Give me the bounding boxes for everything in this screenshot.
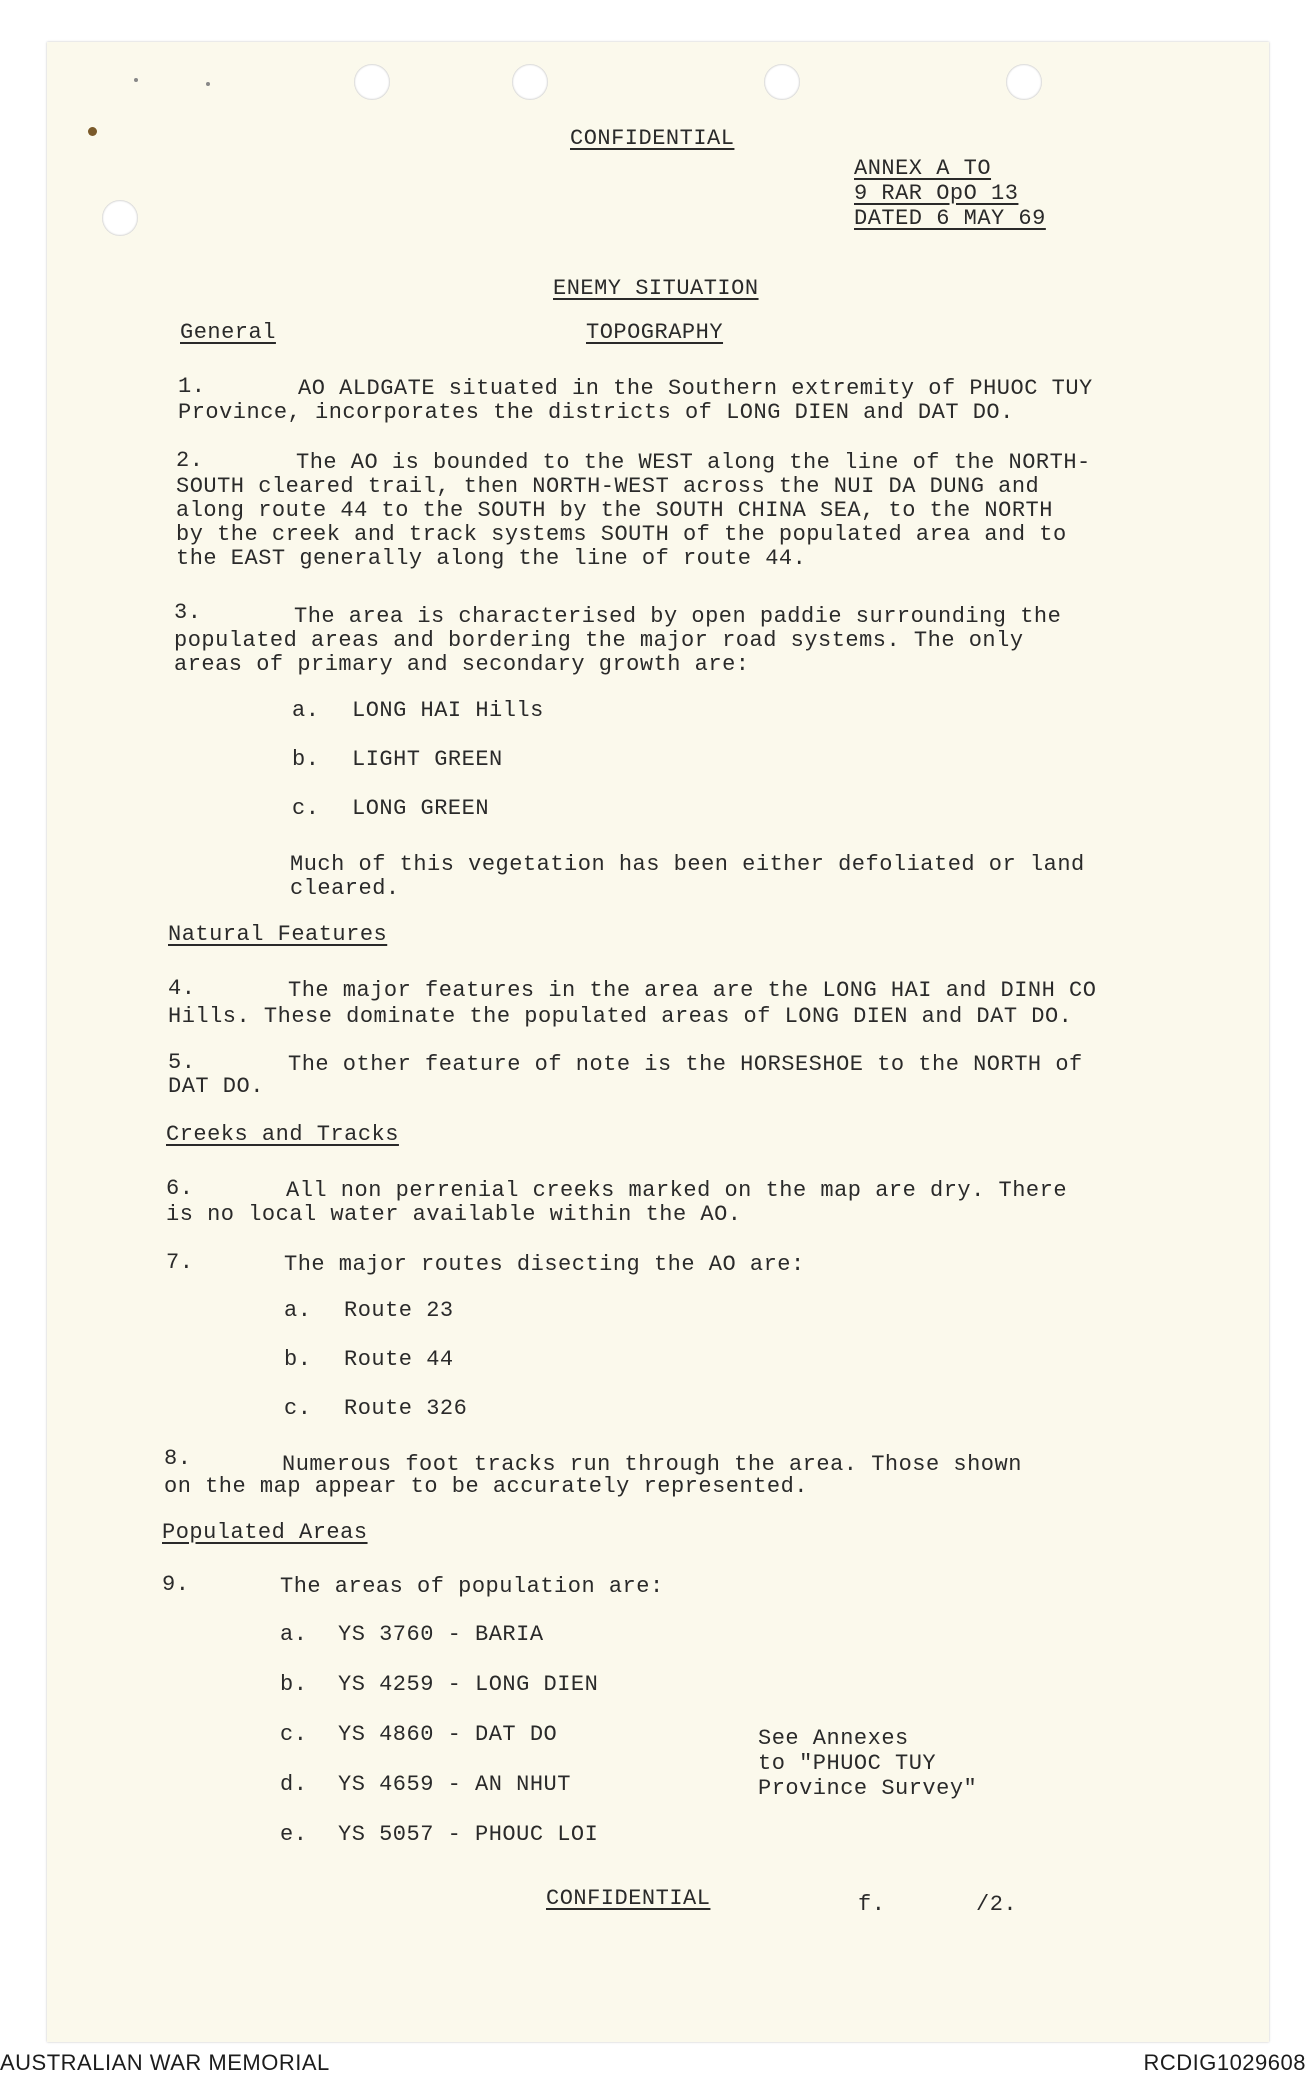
- paragraph-number: 5.: [168, 1050, 196, 1075]
- paragraph-text: by the creek and track systems SOUTH of the populated area and to: [176, 522, 1067, 547]
- annex-date-line: DATED 6 MAY 69: [854, 206, 1046, 231]
- list-item-text: LONG HAI Hills: [352, 698, 544, 723]
- annex-note: to "PHUOC TUY: [758, 1751, 937, 1776]
- paragraph-number: 8.: [164, 1446, 192, 1471]
- stain-mark: [134, 78, 138, 82]
- list-item-text: YS 3760 - BARIA: [338, 1622, 544, 1647]
- paragraph-text: Much of this vegetation has been either defoliated or land: [290, 852, 1085, 877]
- archive-source-label: AUSTRALIAN WAR MEMORIAL: [0, 2050, 330, 2075]
- paragraph-text: populated areas and bordering the major road systems. The only: [174, 628, 1024, 653]
- paragraph-number: 7.: [166, 1250, 194, 1275]
- list-item-text: YS 5057 - PHOUC LOI: [338, 1822, 599, 1847]
- archive-id-label: RCDIG1029608: [1143, 2050, 1306, 2075]
- annex-note: See Annexes: [758, 1726, 909, 1751]
- list-letter: d.: [280, 1772, 308, 1797]
- list-letter: c.: [292, 796, 320, 821]
- classification-header: CONFIDENTIAL: [570, 126, 735, 151]
- section-heading-general: General: [180, 320, 276, 345]
- paragraph-text: DAT DO.: [168, 1074, 264, 1099]
- paragraph-text: on the map appear to be accurately represented.: [164, 1474, 809, 1499]
- list-item-text: Route 326: [344, 1396, 468, 1421]
- paragraph-text: The AO is bounded to the WEST along the line of the NORTH-: [296, 450, 1091, 475]
- list-letter: a.: [280, 1622, 308, 1647]
- paragraph-text: is no local water available within the AO.: [166, 1202, 742, 1227]
- punch-hole: [1006, 64, 1042, 100]
- paragraph-text: The other feature of note is the HORSESHOE to the NORTH of: [288, 1052, 1083, 1077]
- paragraph-text: The area is characterised by open paddie surrounding the: [294, 604, 1062, 629]
- document-title: ENEMY SITUATION: [553, 276, 759, 301]
- paragraph-text: areas of primary and secondary growth are:: [174, 652, 750, 677]
- list-item-text: Route 23: [344, 1298, 454, 1323]
- classification-footer: CONFIDENTIAL: [546, 1886, 711, 1911]
- section-heading-topography: TOPOGRAPHY: [586, 320, 724, 345]
- paragraph-text: cleared.: [290, 876, 400, 901]
- list-item-text: Route 44: [344, 1347, 454, 1372]
- list-letter: c.: [280, 1722, 308, 1747]
- punch-hole: [764, 64, 800, 100]
- paragraph-number: 4.: [168, 976, 196, 1001]
- list-item-text: YS 4659 - AN NHUT: [338, 1772, 571, 1797]
- punch-hole: [512, 64, 548, 100]
- page-marker: f.: [858, 1892, 886, 1917]
- paragraph-text: The major routes disecting the AO are:: [284, 1252, 805, 1277]
- list-item-text: LIGHT GREEN: [352, 747, 503, 772]
- list-item-text: YS 4259 - LONG DIEN: [338, 1672, 599, 1697]
- next-page-reference: /2.: [976, 1892, 1018, 1917]
- paragraph-number: 3.: [174, 600, 202, 625]
- paragraph-number: 2.: [176, 448, 204, 473]
- section-heading-populated-areas: Populated Areas: [162, 1520, 368, 1545]
- annex-reference-line: ANNEX A TO: [854, 156, 992, 181]
- paragraph-text: SOUTH cleared trail, then NORTH-WEST across the NUI DA DUNG and: [176, 474, 1040, 499]
- paragraph-text: AO ALDGATE situated in the Southern extremity of PHUOC TUY: [298, 376, 1093, 401]
- paragraph-number: 1.: [178, 374, 206, 399]
- list-letter: c.: [284, 1396, 312, 1421]
- stain-mark: [88, 127, 97, 136]
- paragraph-text: Province, incorporates the districts of LONG DIEN and DAT DO.: [178, 400, 1014, 425]
- annex-note: Province Survey": [758, 1776, 978, 1801]
- paragraph-text: All non perrenial creeks marked on the map are dry. There: [286, 1178, 1068, 1203]
- annex-reference-line: 9 RAR OpO 13: [854, 181, 1019, 206]
- list-letter: a.: [284, 1298, 312, 1323]
- stain-mark: [206, 82, 210, 86]
- paragraph-text: along route 44 to the SOUTH by the SOUTH CHINA SEA, to the NORTH: [176, 498, 1053, 523]
- list-item-text: LONG GREEN: [352, 796, 490, 821]
- paragraph-text: The major features in the area are the LONG HAI and DINH CO: [288, 978, 1097, 1003]
- punch-hole: [102, 200, 138, 236]
- list-letter: b.: [284, 1347, 312, 1372]
- paragraph-number: 9.: [162, 1572, 190, 1597]
- section-heading-creeks-tracks: Creeks and Tracks: [166, 1122, 399, 1147]
- section-heading-natural-features: Natural Features: [168, 922, 388, 947]
- list-letter: b.: [280, 1672, 308, 1697]
- paragraph-text: the EAST generally along the line of route 44.: [176, 546, 807, 571]
- list-letter: b.: [292, 747, 320, 772]
- paragraph-text: Hills. These dominate the populated areas of LONG DIEN and DAT DO.: [168, 1004, 1073, 1029]
- list-letter: e.: [280, 1822, 308, 1847]
- list-item-text: YS 4860 - DAT DO: [338, 1722, 558, 1747]
- list-letter: a.: [292, 698, 320, 723]
- paragraph-text: The areas of population are:: [280, 1574, 664, 1599]
- paragraph-number: 6.: [166, 1176, 194, 1201]
- paragraph-text: Numerous foot tracks run through the area. Those shown: [282, 1452, 1022, 1477]
- punch-hole: [354, 64, 390, 100]
